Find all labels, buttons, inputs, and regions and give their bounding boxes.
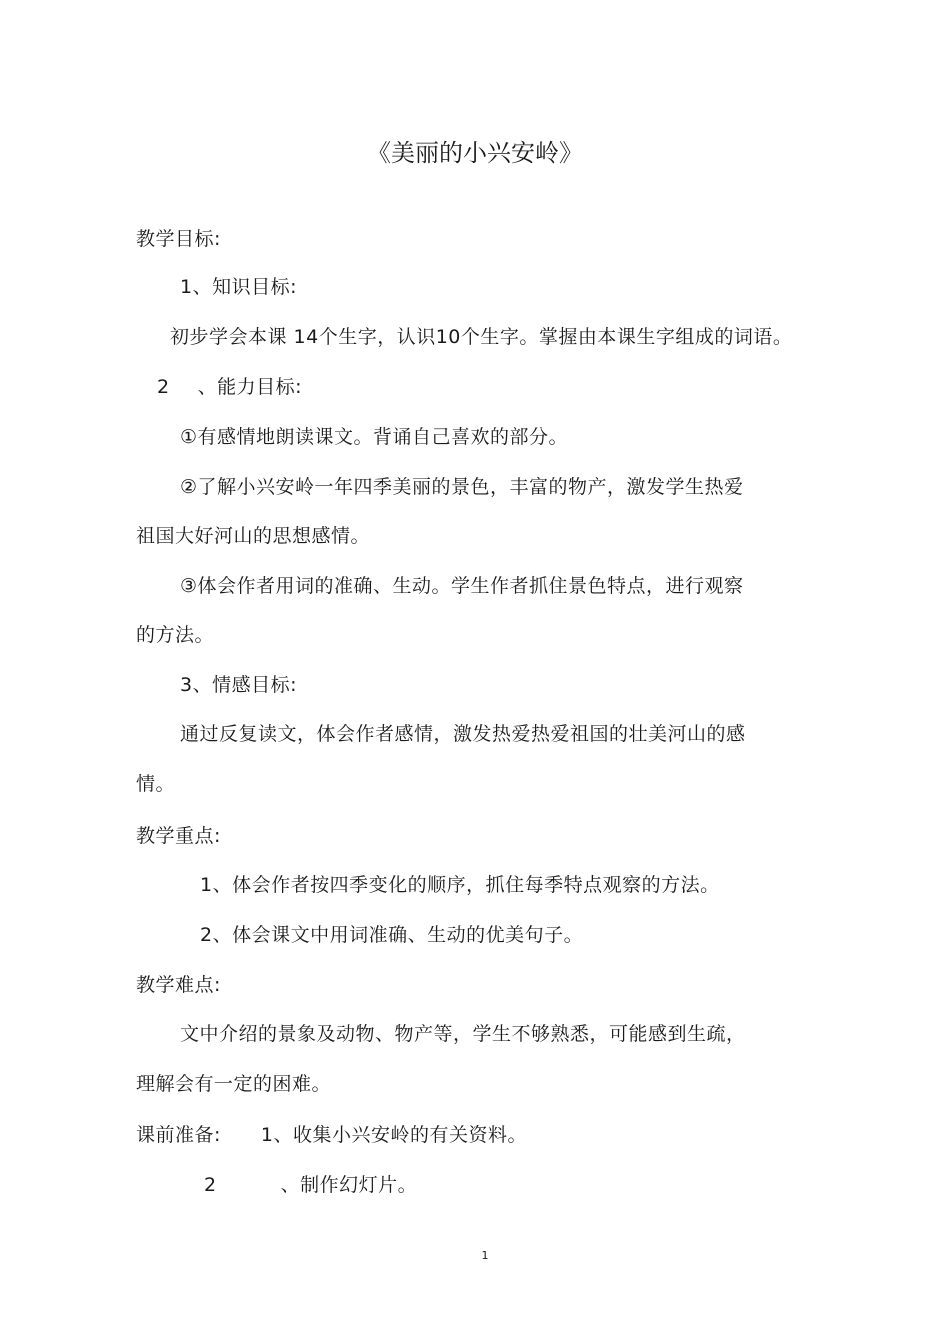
- subheading-ability-goals: [157, 375, 302, 399]
- list-number: 2: [204, 1174, 217, 1196]
- paragraph-key-point-2: 2、体会课文中用词准确、生动的优美句子。: [200, 924, 584, 946]
- heading-teaching-goals: 教学目标:: [136, 228, 221, 250]
- paragraph-ability-3-cont: 的方法。: [136, 624, 215, 646]
- page-number: 1: [481, 1249, 489, 1262]
- preparation-item-1: 1、收集小兴安岭的有关资料。: [260, 1124, 527, 1146]
- paragraph-difficulty-cont: 理解会有一定的困难。: [136, 1073, 332, 1095]
- paragraph-ability-2: ②了解小兴安岭一年四季美丽的景色，丰富的物产，激发学生热爱: [180, 476, 744, 498]
- paragraph-ability-2-cont: 祖国大好河山的思想感情。: [136, 525, 371, 547]
- paragraph-key-point-1: 1、体会作者按四季变化的顺序，抓住每季特点观察的方法。: [200, 874, 720, 896]
- preparation-item-2: 、制作幻灯片。: [280, 1174, 418, 1196]
- paragraph-difficulty: 文中介绍的景象及动物、物产等，学生不够熟悉，可能感到生疏，: [180, 1023, 746, 1045]
- heading-key-points: 教学重点:: [136, 825, 221, 847]
- paragraph-emotion-cont: 情。: [136, 773, 176, 795]
- preparation-line-1: [136, 1123, 527, 1147]
- subheading-knowledge-goals: 1、知识目标:: [180, 276, 297, 298]
- list-number: 2: [157, 376, 170, 398]
- preparation-label: 课前准备:: [136, 1124, 221, 1146]
- paragraph-ability-3: ③体会作者用词的准确、生动。学生作者抓住景色特点，进行观察: [180, 575, 744, 597]
- list-text: 、能力目标:: [197, 376, 302, 398]
- paragraph-knowledge: 初步学会本课 14个生字，认识10个生字。掌握由本课生字组成的词语。: [170, 326, 793, 348]
- paragraph-emotion: 通过反复读文，体会作者感情，激发热爱热爱祖国的壮美河山的感: [180, 723, 746, 745]
- preparation-line-2: [204, 1173, 417, 1197]
- heading-difficulties: 教学难点:: [136, 974, 221, 996]
- document-title: 《美丽的小兴安岭》: [367, 139, 583, 167]
- subheading-emotion-goals: 3、情感目标:: [180, 674, 297, 696]
- paragraph-ability-1: ①有感情地朗读课文。背诵自己喜欢的部分。: [180, 426, 569, 448]
